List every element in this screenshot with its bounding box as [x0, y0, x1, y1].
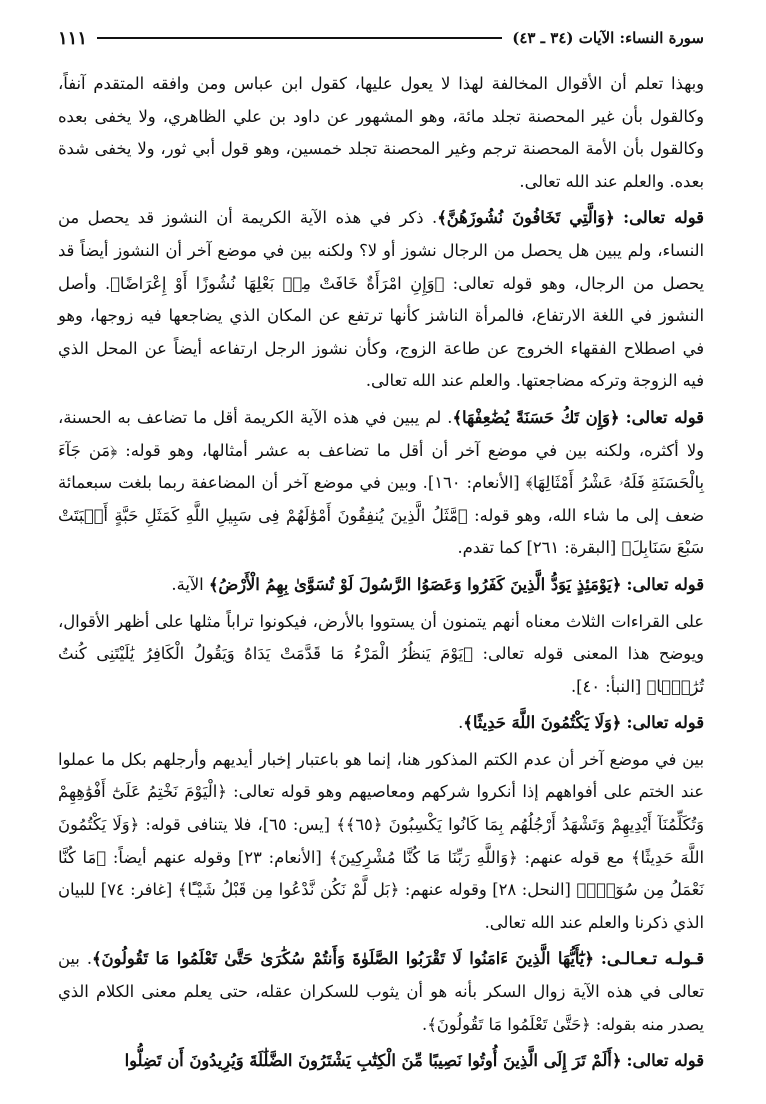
page-header	[58, 26, 704, 50]
header-rule	[97, 37, 502, 39]
qawl-label: قـولـه تـعـالـى:	[600, 949, 704, 969]
paragraph-nushuz	[58, 202, 704, 398]
paragraph-text: وبهذا تعلم أن الأقوال المخالفة لهذا لا يعول عليها، كقول ابن عباس ومن وافقه المتقدم آنفاً، وكالقول بأن غير المحصنة تجلد مائة، وهو المشهور عن داود بن علي الظاهري، ولا يخفى بعده وكالقول بأن الأمة المحصنة ترجم وغير المحصنة تجلد خمسين، وهو قول أبي ثور، ولا يخفى شدة بعده. والعلم عند الله تعالى.	[58, 74, 704, 191]
paragraph-katm	[58, 744, 704, 940]
paragraph-yaktumun	[58, 707, 704, 740]
paragraph-yawmaidhin	[58, 569, 704, 602]
ayah-quote: ﴿وَلَا يَكْتُمُونَ اللَّهَ حَدِيثًا﴾	[463, 713, 622, 733]
qawl-label: قوله تعالى:	[626, 574, 704, 594]
paragraph-text: . ذكر في هذه الآية الكريمة أن النشوز قد يحصل من النساء، ولم يبين هل يحصل من الرجال نشوز أو لا؟ ولكنه بين في موضع آخر أن النشوز أيضاً قد يحصل من الرجال، وهو قوله تعالى: ﴿وَإِنِ امْرَأَةٌ خَافَتْ مِنۢ بَعْلِهَا نُشُوزًا أَوْ إِعْرَاضًا﴾. وأصل النشوز في اللغة الارتفاع، فالمرأة الناشز كأنها ترتفع عن المكان الذي يضاجعها فيه زوجها، وهو في اصطلاح الفقهاء الخروج عن طاعة الزوج، وكأن نشوز الرجل ارتفاعه أيضاً عن المحل الذي فيه الزوجة وتركه مضاجعتها. والعلم عند الله تعالى.	[58, 208, 704, 391]
qawl-label: قوله تعالى:	[626, 713, 704, 733]
qawl-label: قوله تعالى:	[626, 1051, 704, 1071]
paragraph-text: على القراءات الثلاث معناه أنهم يتمنون أن يستووا بالأرض، فيكونوا تراباً مثلها على أظهر الأقوال، ويوضح هذا المعنى قوله تعالى: ﴿يَوْمَ يَنظُرُ الْمَرْءُ مَا قَدَّمَتْ يَدَاهُ وَيَقُولُ الْكَافِرُ يَٰلَيْتَنِى كُنتُ تُرَٰبًۢا﴾ [النبأ: ٤٠].	[58, 611, 704, 696]
qawl-label: قوله تعالى:	[623, 208, 704, 228]
paragraph-qiraat	[58, 606, 704, 704]
paragraph-text: الآية.	[171, 574, 209, 594]
ayah-quote: ﴿وَإِن تَكُ حَسَنَةً يُضَٰعِفْهَا﴾	[452, 407, 620, 427]
page-body	[58, 68, 704, 1078]
surah-title: سورة النساء: الآيات (٣٤ ـ ٤٣)	[512, 29, 704, 47]
page-number: ١١١	[58, 27, 88, 49]
ayah-quote: ﴿وَالَّتِي تَخَافُونَ نُشُوزَهُنَّ﴾	[437, 208, 615, 228]
qawl-label: قوله تعالى:	[625, 407, 704, 427]
ayah-quote: ﴿يَٰٓأَيُّهَا الَّذِينَ ءَامَنُوا لَا تَقْرَبُوا الصَّلَوٰةَ وَأَنتُمْ سُكَٰرَىٰ حَتَّىٰ تَعْلَمُوا مَا تَقُولُونَ﴾	[92, 949, 594, 969]
paragraph-1	[58, 68, 704, 198]
paragraph-sukara	[58, 943, 704, 1041]
paragraph-text: . لم يبين في هذه الآية الكريمة أقل ما تضاعف به الحسنة، ولا أكثره، ولكنه بين في موضع آخر أن أقل ما تضاعف به عشر أمثالها، وهو قوله: ﴿مَن جَآءَ بِالْحَسَنَةِ فَلَهُۥ عَشْرُ أَمْثَالِهَا﴾ [الأنعام: ١٦٠]. وبين في موضع آخر أن المضاعفة ربما بلغت سبعمائة ضعف إلى ما شاء الله، وهو قوله: ﴿مَّثَلُ الَّذِينَ يُنفِقُونَ أَمْوَٰلَهُمْ فِى سَبِيلِ اللَّهِ كَمَثَلِ حَبَّةٍ أَنۢبَتَتْ سَبْعَ سَنَابِلَ﴾ [البقرة: ٢٦١] كما تقدم.	[58, 407, 705, 558]
paragraph-text: . بين تعالى في هذه الآية زوال السكر بأنه هو أن يثوب للسكران عقله، حتى يعلم معنى الكلام الذي يصدر منه بقوله: ﴿حَتَّىٰ تَعْلَمُوا مَا تَقُولُونَ﴾.	[58, 949, 704, 1034]
ayah-quote: ﴿أَلَمْ تَرَ إِلَى الَّذِينَ أُوتُوا نَصِيبًا مِّنَ الْكِتَٰبِ يَشْتَرُونَ الضَّلَٰلَةَ وَيُرِيدُونَ أَن تَضِلُّوا	[124, 1051, 622, 1071]
paragraph-nasib	[58, 1045, 704, 1078]
paragraph-text: .	[458, 713, 464, 733]
ayah-quote: ﴿يَوْمَئِذٍ يَوَدُّ الَّذِينَ كَفَرُوا وَعَصَوُا الرَّسُولَ لَوْ تُسَوَّىٰ بِهِمُ الْأَرْضُ﴾	[208, 574, 622, 594]
paragraph-hasana	[58, 402, 704, 565]
paragraph-text: بين في موضع آخر أن عدم الكتم المذكور هنا، إنما هو باعتبار إخبار أيديهم وأرجلهم بكل ما عملوا عند الختم على أفواههم إذا أنكروا شركهم ومعاصيهم وهو قوله تعالى: ﴿الْيَوْمَ نَخْتِمُ عَلَىٰٓ أَفْوَٰهِهِمْ وَتُكَلِّمُنَآ أَيْدِيهِمْ وَتَشْهَدُ أَرْجُلُهُم بِمَا كَانُوا يَكْسِبُونَ ﴿٦٥﴾﴾ [يس: ٦٥]، فلا يتنافى قوله: ﴿وَلَا يَكْتُمُونَ اللَّهَ حَدِيثًا﴾ مع قوله عنهم: ﴿وَاللَّهِ رَبِّنَا مَا كُنَّا مُشْرِكِينَ﴾ [الأنعام: ٢٣] وقوله عنهم أيضاً: ﴿مَا كُنَّا نَعْمَلُ مِن سُوٓءٍۭ﴾ [النحل: ٢٨] وقوله عنهم: ﴿بَل لَّمْ نَكُن نَّدْعُوا مِن قَبْلُ شَيْـًٔا﴾ [غافر: ٧٤] للبيان الذي ذكرنا والعلم عند الله تعالى.	[58, 749, 705, 932]
